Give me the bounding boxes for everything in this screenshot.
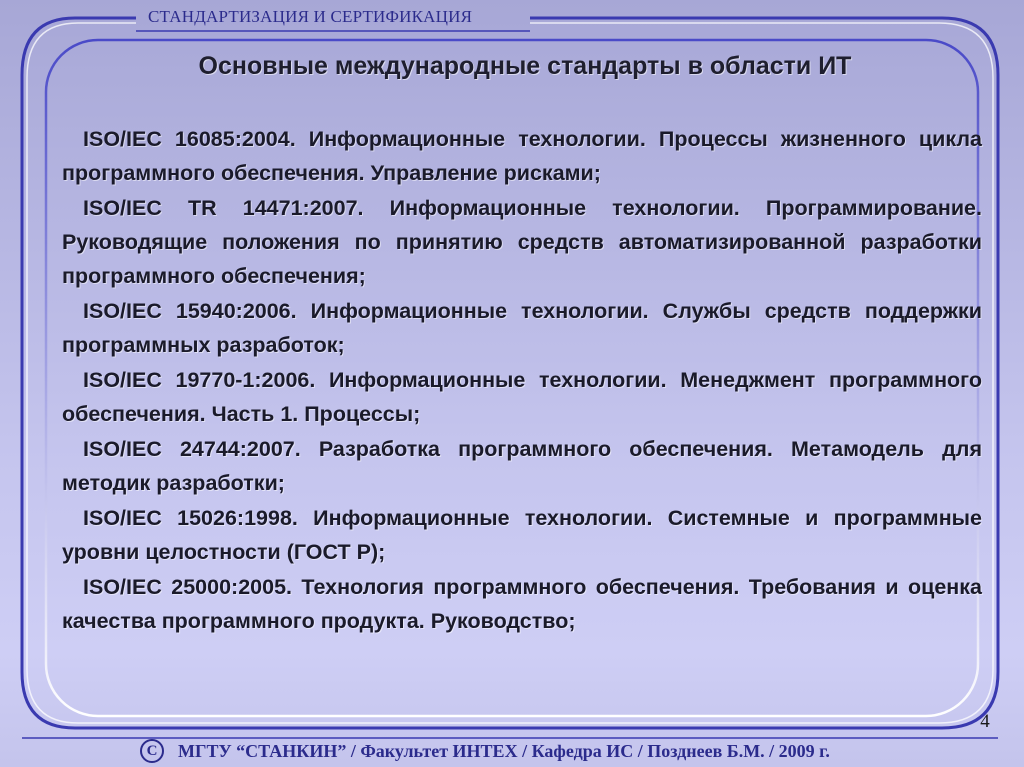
list-item: ISO/IEC 15026:1998. Информационные технологии. Системные и программные уровни целостности (ГОСТ Р); (62, 506, 982, 564)
list-item: ISO/IEC 15940:2006. Информационные технологии. Службы средств поддержки программных разработок; (62, 299, 982, 357)
footer-text: МГТУ “СТАНКИН” / Факультет ИНТЕХ / Кафедра ИС / Позднеев Б.М. / 2009 г. (178, 740, 830, 761)
list-item: ISO/IEC 19770-1:2006. Информационные технологии. Менеджмент программного обеспечения. Часть 1. Процессы; (62, 368, 982, 426)
list-item: ISO/IEC 16085:2004. Информационные технологии. Процессы жизненного цикла программного обеспечения. Управление рисками; (62, 127, 982, 185)
page-number: 4 (980, 711, 990, 732)
list-item: ISO/IEC TR 14471:2007. Информационные технологии. Программирование. Руководящие положения по принятию средств автоматизированной разработки программного обеспечения; (62, 196, 982, 288)
list-item: ISO/IEC 24744:2007. Разработка программного обеспечения. Метамодель для методик разработки; (62, 437, 982, 495)
page-title: Основные международные стандарты в области ИТ (198, 52, 852, 80)
footer (140, 736, 830, 766)
standards-list (62, 122, 982, 639)
course-header: СТАНДАРТИЗАЦИЯ И СЕРТИФИКАЦИЯ (148, 7, 473, 26)
list-item: ISO/IEC 25000:2005. Технология программного обеспечения. Требования и оценка качества программного продукта. Руководство; (62, 575, 982, 633)
copyright-icon: С (140, 739, 164, 763)
